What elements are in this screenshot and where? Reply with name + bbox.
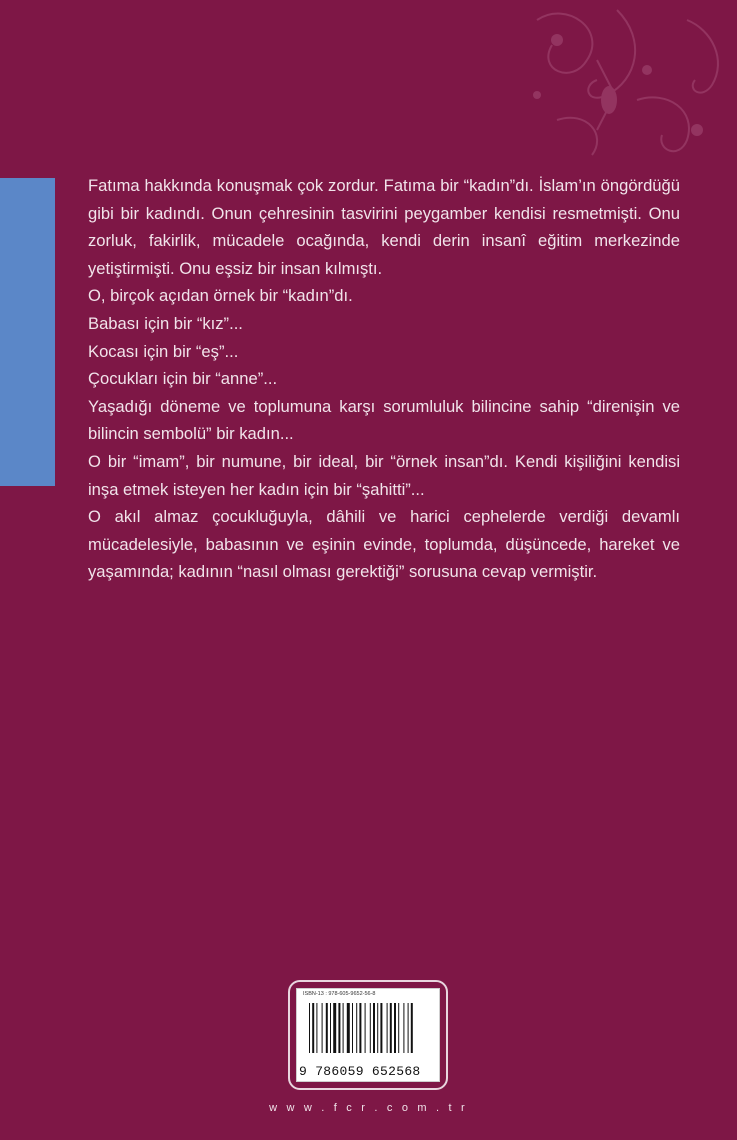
barcode-bar [316, 1003, 317, 1053]
barcode-bar [309, 1003, 310, 1053]
barcode-frame [288, 980, 448, 1090]
barcode-bar [359, 1003, 361, 1053]
publisher-website: w w w . f c r . c o m . t r [269, 1102, 468, 1114]
barcode-bar [347, 1003, 350, 1053]
blurb-paragraph-4: Kocası için bir “eş”... [88, 341, 239, 361]
blurb-paragraph-1: Fatıma hakkında konuşmak çok zordur. Fatıma bir “kadın”dı. İslam’ın öngördüğü gibi bir kadındı. Onun çehresinin tasvirini peygamber kendisi resmetmişti. Onu zorluk, fakirlik, mücadele ocağında, kendi derin insanî eğitim merkezinde yetiştirmişti. Onu eşsiz bir insan kılmıştı. [88, 176, 680, 278]
floral-ornament-icon [497, 0, 737, 170]
barcode-bar [411, 1003, 413, 1053]
barcode-bar [403, 1003, 404, 1053]
isbn-label: ISBN-13 : 978-605-9652-56-8 [303, 991, 376, 997]
blurb-paragraph-6: Yaşadığı döneme ve toplumuna karşı sorumluluk bilincine sahip “direnişin ve bilincin sembolü” bir kadın... [88, 396, 680, 444]
back-cover-blurb [88, 172, 680, 586]
barcode-bar [398, 1003, 399, 1053]
barcode-bar [322, 1003, 323, 1053]
barcode-bar [377, 1003, 378, 1053]
barcode-bar [330, 1003, 331, 1053]
blurb-paragraph-2: O, birçok açıdan örnek bir “kadın”dı. [88, 286, 353, 306]
barcode-bar [312, 1003, 314, 1053]
barcode-bar [394, 1003, 396, 1053]
barcode-bar [390, 1003, 392, 1053]
barcode-bar [343, 1003, 344, 1053]
barcode-panel [296, 988, 440, 1082]
blurb-paragraph-7: O bir “imam”, bir numune, bir ideal, bir “örnek insan”dı. Kendi kişiliğini kendisi inşa etmek isteyen her kadın için bir “şahitti”... [88, 451, 680, 499]
accent-tab [0, 178, 55, 486]
blurb-paragraph-5: Çocukları için bir “anne”... [88, 369, 278, 389]
blurb-paragraph-3: Babası için bir “kız”... [88, 313, 243, 333]
barcode-bar [338, 1003, 340, 1053]
barcode-bar [352, 1003, 353, 1053]
blurb-paragraph-8: O akıl almaz çocukluğuyla, dâhili ve harici cephelerde verdiği devamlı mücadelesiyle, babasının ve eşinin evinde, toplumda, düşüncede, hareket ve yaşamında; kadının “nasıl olması gerektiği” sorusuna cevap vermiştir. [88, 507, 680, 582]
barcode-bar [380, 1003, 382, 1053]
barcode-bar [365, 1003, 366, 1053]
barcode-bar [333, 1003, 336, 1053]
barcode-bar [356, 1003, 357, 1053]
barcode-bars-icon [309, 1003, 439, 1053]
barcode-bar [373, 1003, 375, 1053]
barcode-bar [326, 1003, 328, 1053]
barcode-bar [370, 1003, 371, 1053]
barcode-bar [387, 1003, 388, 1053]
barcode-bar [408, 1003, 409, 1053]
isbn-digits: 9 786059 652568 [299, 1064, 421, 1079]
